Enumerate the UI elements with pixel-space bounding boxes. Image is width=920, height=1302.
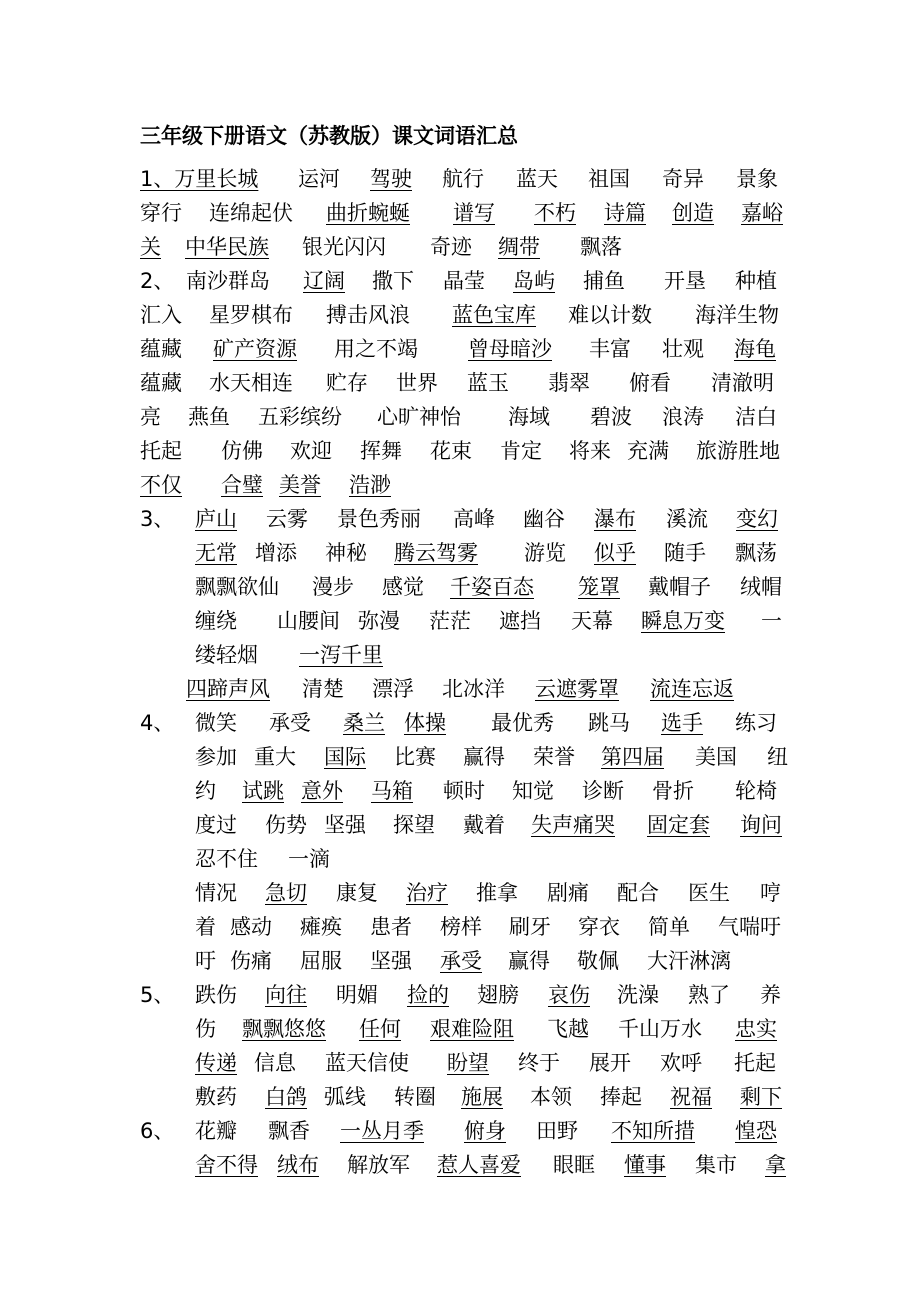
word: 榜样	[440, 915, 482, 939]
word: 海洋生物	[695, 303, 779, 327]
underlined-word: 不朽	[534, 201, 576, 225]
word: 连绵起伏	[209, 201, 293, 225]
text-line	[140, 502, 900, 536]
text-line	[140, 230, 900, 264]
word: 田野	[536, 1119, 578, 1143]
underlined-word: 中华民族	[185, 235, 269, 259]
underlined-word: 千姿百态	[450, 575, 534, 599]
word: 伤	[195, 1017, 216, 1041]
word: 水天相连	[209, 371, 293, 395]
word: 海域	[508, 405, 550, 429]
word: 熟了	[688, 983, 730, 1007]
word: 遮挡	[499, 609, 541, 633]
word: 清澈明	[711, 371, 774, 395]
word: 着	[195, 915, 216, 939]
word: 充满	[627, 439, 669, 463]
word: 种植	[735, 269, 777, 293]
underlined-word: 笼罩	[578, 575, 620, 599]
underlined-word: 体操	[404, 711, 446, 735]
word: 约	[195, 779, 216, 803]
word: 最优秀	[491, 711, 554, 735]
text-line	[140, 162, 900, 196]
text-line	[140, 876, 900, 910]
word: 游览	[524, 541, 566, 565]
text-line	[140, 978, 900, 1012]
underlined-word: 海龟	[734, 337, 776, 361]
underlined-word: 传递	[195, 1051, 237, 1075]
word: 荣誉	[533, 745, 575, 769]
word: 屈服	[300, 949, 342, 973]
word: 神秘	[325, 541, 367, 565]
word: 千山万水	[618, 1017, 702, 1041]
word: 浪涛	[662, 405, 704, 429]
word: 终于	[518, 1051, 560, 1075]
word: 花瓣	[195, 1119, 237, 1143]
word: 养	[760, 983, 781, 1007]
text-line	[140, 740, 900, 774]
word: 伤势	[265, 813, 307, 837]
word: 燕鱼	[188, 405, 230, 429]
word: 明媚	[336, 983, 378, 1007]
word: 洁白	[735, 405, 777, 429]
text-line	[140, 468, 900, 502]
word: 哼	[760, 881, 781, 905]
underlined-word: 惶恐	[735, 1119, 777, 1143]
underlined-word: 四蹄声风	[186, 677, 270, 701]
underlined-word: 懂事	[624, 1153, 666, 1177]
underlined-word: 任何	[359, 1017, 401, 1041]
text-line	[140, 604, 900, 638]
word: 2、	[140, 269, 175, 293]
word: 气喘吁	[718, 915, 781, 939]
word: 溪流	[666, 507, 708, 531]
text-line	[140, 1114, 900, 1148]
underlined-word: 失声痛哭	[531, 813, 615, 837]
text-line	[140, 1046, 900, 1080]
word: 吁	[195, 949, 216, 973]
word: 比赛	[394, 745, 436, 769]
word: 南沙群岛	[186, 269, 270, 293]
word: 漫步	[312, 575, 354, 599]
underlined-word: 浩渺	[349, 473, 391, 497]
word: 缠绕	[195, 609, 237, 633]
underlined-word: 捡的	[407, 983, 449, 1007]
word: 欢迎	[290, 439, 332, 463]
word: 解放军	[347, 1153, 410, 1177]
text-line	[140, 910, 900, 944]
word: 托起	[140, 439, 182, 463]
word: 欢呼	[660, 1051, 702, 1075]
word: 天幕	[571, 609, 613, 633]
word: 高峰	[453, 507, 495, 531]
underlined-word: 询问	[740, 813, 782, 837]
word: 航行	[442, 167, 484, 191]
word: 戴着	[463, 813, 505, 837]
word: 微笑	[195, 711, 237, 735]
word: 绒帽	[740, 575, 782, 599]
underlined-word: 剩下	[740, 1085, 782, 1109]
underlined-word: 一丛月季	[340, 1119, 424, 1143]
word: 景象	[736, 167, 778, 191]
word: 知觉	[512, 779, 554, 803]
underlined-word: 盼望	[447, 1051, 489, 1075]
word: 本领	[530, 1085, 572, 1109]
underlined-word: 绸带	[498, 235, 540, 259]
word: 眼眶	[553, 1153, 595, 1177]
underlined-word: 桑兰	[343, 711, 385, 735]
word: 4、	[140, 711, 175, 735]
underlined-word: 俯身	[464, 1119, 506, 1143]
underlined-word: 向往	[265, 983, 307, 1007]
text-line	[140, 366, 900, 400]
underlined-word: 嘉峪	[741, 201, 783, 225]
word: 情况	[195, 881, 237, 905]
word: 花束	[430, 439, 472, 463]
underlined-word: 试跳	[242, 779, 284, 803]
word: 美国	[695, 745, 737, 769]
underlined-word: 谱写	[453, 201, 495, 225]
word: 轮椅	[735, 779, 777, 803]
word: 捧起	[600, 1085, 642, 1109]
word: 翅膀	[477, 983, 519, 1007]
word: 一滴	[288, 847, 330, 871]
word: 6、	[140, 1119, 175, 1143]
underlined-word: 惹人喜爱	[437, 1153, 521, 1177]
underlined-word: 美誉	[279, 473, 321, 497]
word: 穿衣	[578, 915, 620, 939]
word: 赢得	[508, 949, 550, 973]
underlined-word: 马箱	[371, 779, 413, 803]
word: 穿行	[140, 201, 182, 225]
word: 骨折	[652, 779, 694, 803]
word: 诊断	[582, 779, 624, 803]
word: 敷药	[195, 1085, 237, 1109]
text-line	[140, 842, 900, 876]
text-line	[140, 264, 900, 298]
word: 将来	[569, 439, 611, 463]
underlined-word: 一泻千里	[299, 643, 383, 667]
word: 奇迹	[430, 235, 472, 259]
word: 配合	[617, 881, 659, 905]
word: 承受	[269, 711, 311, 735]
word: 医生	[688, 881, 730, 905]
text-line	[140, 1148, 900, 1182]
underlined-word: 国际	[324, 745, 366, 769]
word: 北冰洋	[442, 677, 505, 701]
word: 洗澡	[617, 983, 659, 1007]
word: 汇入	[140, 303, 182, 327]
word: 翡翠	[548, 371, 590, 395]
word: 飘落	[580, 235, 622, 259]
text-line	[140, 332, 900, 366]
underlined-word: 曲折蜿蜒	[326, 201, 410, 225]
underlined-word: 诗篇	[604, 201, 646, 225]
word: 幽谷	[523, 507, 565, 531]
underlined-word: 选手	[661, 711, 703, 735]
word: 伤痛	[230, 949, 272, 973]
word: 3、	[140, 507, 175, 531]
word: 蓝玉	[467, 371, 509, 395]
word: 清楚	[302, 677, 344, 701]
word: 搏击风浪	[326, 303, 410, 327]
word: 度过	[195, 813, 237, 837]
underlined-word: 瀑布	[594, 507, 636, 531]
underlined-word: 不仅	[140, 473, 182, 497]
word: 飘飘欲仙	[195, 575, 279, 599]
text-line	[140, 298, 900, 332]
word: 仿佛	[221, 439, 263, 463]
text-line	[140, 536, 900, 570]
text-line	[140, 672, 900, 706]
word: 参加	[195, 745, 237, 769]
word: 剧痛	[547, 881, 589, 905]
word: 集市	[695, 1153, 737, 1177]
word: 随手	[664, 541, 706, 565]
word: 坚强	[370, 949, 412, 973]
word: 捕鱼	[583, 269, 625, 293]
word: 大汗淋漓	[647, 949, 731, 973]
word: 漂浮	[372, 677, 414, 701]
word: 挥舞	[360, 439, 402, 463]
underlined-word: 瞬息万变	[641, 609, 725, 633]
word: 茫茫	[429, 609, 471, 633]
text-line	[140, 638, 900, 672]
word: 托起	[734, 1051, 776, 1075]
page-title: 三年级下册语文（苏教版）课文词语汇总	[140, 124, 518, 148]
underlined-word: 不知所措	[611, 1119, 695, 1143]
word: 撒下	[372, 269, 414, 293]
text-line	[140, 570, 900, 604]
text-line	[140, 1080, 900, 1114]
word: 信息	[254, 1051, 296, 1075]
word: 飘香	[268, 1119, 310, 1143]
underlined-word: 意外	[301, 779, 343, 803]
underlined-word: 曾母暗沙	[468, 337, 552, 361]
underlined-word: 岛屿	[513, 269, 555, 293]
word: 丰富	[589, 337, 631, 361]
word: 转圈	[394, 1085, 436, 1109]
word: 蓝天	[516, 167, 558, 191]
word: 飞越	[547, 1017, 589, 1041]
word: 展开	[589, 1051, 631, 1075]
word: 5、	[140, 983, 175, 1007]
underlined-word: 拿	[765, 1153, 786, 1177]
word: 坚强	[324, 813, 366, 837]
word: 戴帽子	[648, 575, 711, 599]
word: 亮	[140, 405, 161, 429]
word: 心旷神怡	[377, 405, 461, 429]
word: 弥漫	[358, 609, 400, 633]
word: 世界	[396, 371, 438, 395]
underlined-word: 绒布	[277, 1153, 319, 1177]
word: 赢得	[463, 745, 505, 769]
underlined-word: 腾云驾雾	[394, 541, 478, 565]
word: 蕴藏	[140, 371, 182, 395]
word: 碧波	[590, 405, 632, 429]
underlined-word: 蓝色宝库	[452, 303, 536, 327]
underlined-word: 固定套	[647, 813, 710, 837]
word: 五彩缤纷	[258, 405, 342, 429]
word: 重大	[254, 745, 296, 769]
text-line	[140, 400, 900, 434]
text-line	[140, 706, 900, 740]
word: 运河	[298, 167, 340, 191]
underlined-word: 矿产资源	[213, 337, 297, 361]
text-line	[140, 808, 900, 842]
text-line	[140, 196, 900, 230]
underlined-word: 舍不得	[195, 1153, 258, 1177]
word: 奇异	[662, 167, 704, 191]
underlined-word: 白鸽	[265, 1085, 307, 1109]
word: 蕴藏	[140, 337, 182, 361]
word: 云雾	[266, 507, 308, 531]
word: 飘荡	[735, 541, 777, 565]
word: 推拿	[476, 881, 518, 905]
word: 晶莹	[443, 269, 485, 293]
underlined-word: 施展	[461, 1085, 503, 1109]
word: 祖国	[588, 167, 630, 191]
underlined-word: 庐山	[195, 507, 237, 531]
word: 跳马	[588, 711, 630, 735]
word: 简单	[648, 915, 690, 939]
word: 纽	[767, 745, 788, 769]
word: 一	[761, 609, 782, 633]
word: 旅游胜地	[696, 439, 780, 463]
word: 山腰间	[277, 609, 340, 633]
underlined-word: 祝福	[670, 1085, 712, 1109]
underlined-word: 哀伤	[548, 983, 590, 1007]
word: 忍不住	[195, 847, 258, 871]
word: 难以计数	[568, 303, 652, 327]
word: 康复	[336, 881, 378, 905]
underlined-word: 驾驶	[370, 167, 412, 191]
word: 壮观	[662, 337, 704, 361]
word: 用之不竭	[334, 337, 418, 361]
underlined-word: 艰难险阻	[430, 1017, 514, 1041]
underlined-word: 忠实	[735, 1017, 777, 1041]
word: 练习	[735, 711, 777, 735]
word: 景色秀丽	[337, 507, 421, 531]
underlined-word: 承受	[440, 949, 482, 973]
word: 银光闪闪	[302, 235, 386, 259]
underlined-word: 急切	[265, 881, 307, 905]
underlined-word: 第四届	[601, 745, 664, 769]
underlined-word: 流连忘返	[650, 677, 734, 701]
word: 刷牙	[509, 915, 551, 939]
word: 瘫痪	[300, 915, 342, 939]
text-line	[140, 434, 900, 468]
word: 增添	[255, 541, 297, 565]
text-line	[140, 1012, 900, 1046]
word: 俯看	[629, 371, 671, 395]
word: 患者	[370, 915, 412, 939]
text-line	[140, 944, 900, 978]
word: 顿时	[443, 779, 485, 803]
word: 感动	[230, 915, 272, 939]
word: 贮存	[326, 371, 368, 395]
word: 跌伤	[195, 983, 237, 1007]
word: 星罗棋布	[209, 303, 293, 327]
underlined-word: 1、万里长城	[140, 167, 259, 191]
word: 肯定	[500, 439, 542, 463]
text-line	[140, 774, 900, 808]
underlined-word: 辽阔	[303, 269, 345, 293]
word: 感觉	[382, 575, 424, 599]
underlined-word: 治疗	[406, 881, 448, 905]
word: 缕轻烟	[195, 643, 258, 667]
underlined-word: 关	[140, 235, 161, 259]
underlined-word: 似乎	[594, 541, 636, 565]
underlined-word: 飘飘悠悠	[242, 1017, 326, 1041]
underlined-word: 创造	[672, 201, 714, 225]
word: 开垦	[664, 269, 706, 293]
word: 弧线	[324, 1085, 366, 1109]
word: 蓝天信使	[325, 1051, 409, 1075]
underlined-word: 合璧	[221, 473, 263, 497]
underlined-word: 云遮雾罩	[535, 677, 619, 701]
underlined-word: 变幻	[736, 507, 778, 531]
word: 探望	[393, 813, 435, 837]
word: 敬佩	[577, 949, 619, 973]
underlined-word: 无常	[195, 541, 237, 565]
